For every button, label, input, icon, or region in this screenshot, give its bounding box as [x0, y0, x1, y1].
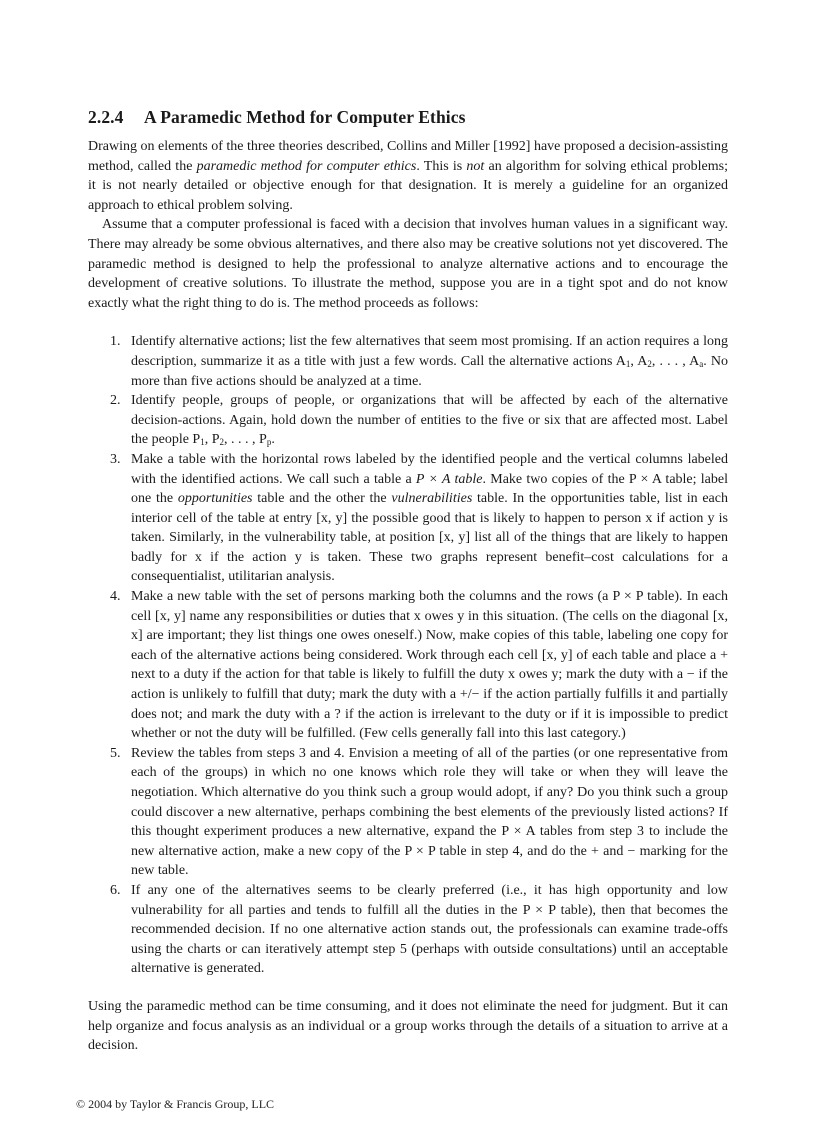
section-number: 2.2.4 — [88, 107, 124, 127]
page-content — [88, 106, 728, 1056]
step-text: Make a new table with the set of persons marking both the columns and the rows (a P × P table). In each cell [x, y] name any responsibilities or duties that x owes y in this situation. (The cells on the diagonal [x, x] are important; they list things one owes oneself.) Now, make copies of this table, labeling one copy for each of the alternative actions being considered. Work through each cell [x, y] of each table and place a + next to a duty if the action for that table is likely to fulfill the duty x owes y; mark the duty with a − if the action is unlikely to fulfill that duty; mark the duty with a +/− if the action partially fulfills it and partially does not; and mark the duty with a ? if the action is irrelevant to the duty or if it is impossible to predict whether or not the duty will be fulfilled. (Few cells generally fall into this last category.) — [131, 589, 728, 742]
step-item-6 — [88, 881, 728, 979]
emphasis-vulnerabilities: vulnerabilities — [391, 491, 473, 507]
step-number: 3. — [110, 451, 121, 467]
text-run: Identify alternative actions; list the few alternatives that seem most promising. If an action requires a long description, summarize it as a title with just a few words. Call the alternative actions A — [131, 334, 728, 369]
text-run: , A — [630, 353, 648, 369]
subscript: 1 — [625, 358, 631, 369]
step-number: 1. — [110, 334, 121, 350]
text-run: table and the other the — [252, 491, 392, 507]
text-run: , P — [204, 432, 220, 448]
step-text: If any one of the alternatives seems to be clearly preferred (i.e., it has high opportunity and low vulnerability for all parties and tends to fulfill all the duties in the P × P table), then that becomes the recommended decision. If no one alternative action stands out, the professionals can examine trade-offs using the charts or can iteratively attempt step 5 (perhaps with outside consultations) until an acceptable alternative is generated. — [131, 882, 728, 977]
text-run: . This is — [416, 158, 467, 174]
step-text: Review the tables from steps 3 and 4. Envision a meeting of all of the parties (or one representative from each of the groups) in which no one knows which role they will take or when they will leave the negotiation. Which alternative do you think such a group would adopt, if any? Do you think such a group could discover a new alternative, perhaps combining the best elements of the previously listed actions? If this thought experiment produces a new alternative, expand the P × A tables from step 3 to include the new alternative action, make a new copy of the P × P table in step 4, and do the + and − marking for the new table. — [131, 745, 728, 879]
step-number: 2. — [110, 393, 121, 409]
step-number: 4. — [110, 589, 121, 605]
text-run: Drawing on elements of the three theories described, Collins and Miller [1992] have proposed a decision-assisting method, called the — [88, 139, 728, 174]
emphasis-opportunities: opportunities — [177, 491, 253, 507]
emphasis-not: not — [466, 158, 485, 174]
step-item-3 — [88, 450, 728, 587]
subscript: 2 — [647, 358, 652, 369]
method-steps-list — [88, 332, 728, 979]
subscript: 1 — [200, 437, 205, 448]
text-run: Make a table with the horizontal rows labeled by the identified people and the vertical columns labeled with the identified actions. We call such a table a — [131, 451, 728, 487]
text-run: , . . . , P — [224, 432, 267, 448]
subscript: p — [266, 437, 272, 448]
text-run: Identify people, groups of people, or organizations that will be affected by each of the alternative decision-actions. Again, hold down the number of entities to the five or six that are affected most. Label the people P — [131, 393, 728, 448]
copyright-footer: © 2004 by Taylor & Francis Group, LLC — [76, 1097, 275, 1111]
conclusion-paragraph: Using the paramedic method can be time consuming, and it does not eliminate the need for judgment. But it can help organize and focus analysis as an individual or a group works through the details of a situation to arrive at a decision. — [88, 998, 728, 1054]
step-item-1 — [88, 332, 728, 391]
step-number: 5. — [110, 745, 121, 761]
step-item-5 — [88, 744, 728, 881]
section-title: A Paramedic Method for Computer Ethics — [144, 107, 466, 127]
step-item-4 — [88, 587, 728, 744]
emphasis-paramedic-method: paramedic method for computer ethics — [196, 158, 417, 174]
intro-paragraph-1 — [88, 137, 728, 215]
section-heading — [88, 106, 728, 128]
text-run: , . . . , A — [651, 353, 700, 369]
intro-paragraph-2: Assume that a computer professional is faced with a decision that involves human values in a significant way. There may already be some obvious alternatives, and there also may be creative solutions not yet discovered. The paramedic method is designed to help the professional to analyze alternative actions and to encourage the development of creative solutions. To illustrate the method, suppose you are in a tight spot and do not know exactly what the right thing to do is. The method proceeds as follows: — [88, 217, 728, 311]
subscript: 2 — [219, 437, 225, 448]
text-run: . No more than five actions should be analyzed at a time. — [131, 353, 728, 389]
subscript: a — [699, 358, 704, 369]
text-run: . Make two copies of the P × A table; label one the — [131, 471, 728, 507]
text-run: an algorithm for solving ethical problems; it is not nearly detailed or objective enough for that designation. It is merely a guideline for an organized approach to ethical problem solving. — [88, 158, 728, 213]
step-number: 6. — [110, 882, 121, 898]
emphasis-pxa-table: P × A table — [415, 471, 483, 487]
text-run: table. In the opportunities table, list in each interior cell of the table at entry [x, y] the possible good that is likely to happen to person x if action y is taken. Similarly, in the vulnerability table, at position [x, y] list all of the things that are likely to happen badly for x if the action y is taken. These two graphs represent benefit–cost calculations for a consequentialist, utilitarian analysis. — [131, 491, 728, 585]
step-item-2 — [88, 391, 728, 450]
text-run: . — [271, 432, 275, 448]
